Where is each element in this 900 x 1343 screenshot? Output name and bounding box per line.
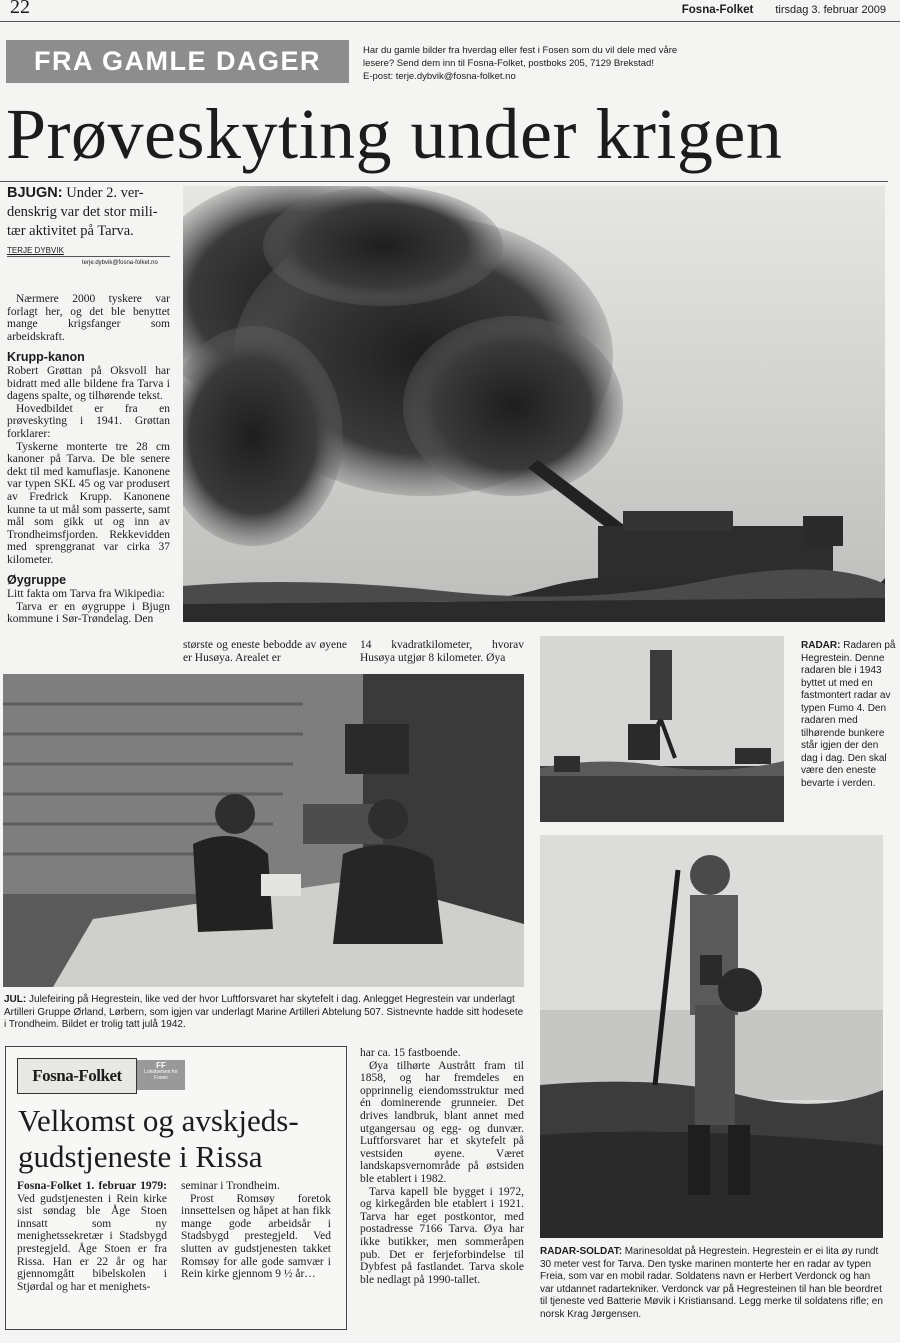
issue-date: tirsdag 3. februar 2009 [775, 4, 886, 16]
fosna-folket-logo [17, 1058, 185, 1092]
article-column-4 [360, 1047, 524, 1286]
paragraph: Tarva kapell ble bygget i 1972, og kirkegården ble etablert i 1921. Tarva har eget postkontor, med postadresse 7166 Tarva. Øya har ikke butikker, men sommeråpen pub. Det er ferjeforbindelse til Dybfest på fastlandet. Tarva skole ble nedlagt på 1990-tallet. [360, 1185, 524, 1286]
logo-side-text: Lokalavisen for Fosen [144, 1069, 178, 1081]
radar-photo-graphic [540, 636, 784, 822]
lead-text: Under 2. ver- [62, 185, 144, 201]
paragraph: har ca. 15 fastboende. [360, 1047, 461, 1059]
radar-photo [540, 636, 784, 822]
intro-line: lesere? Send dem inn til Fosna-Folket, postboks 205, 7129 Brekstad! [363, 58, 654, 69]
headline-line: Velkomst og avskjeds- [18, 1103, 299, 1138]
article-column-2 [183, 639, 347, 664]
soldier-caption [540, 1246, 885, 1321]
christmas-caption [4, 994, 524, 1032]
intro-line: E-post: terje.dybvik@fosna-folket.no [363, 71, 516, 82]
boxed-byline: Fosna-Folket 1. februar 1979: [17, 1180, 167, 1192]
paragraph: Ved gudstjenesten i Rein kirke sist søndag ble Åge Stoen innsatt som ny menighetssekretær i Stadsbygd prestegjeld. Åge Stoen er fra Rissa. Han er 22 år og har gjennomgått bibelskolen i Stjørdal og har et menighets- [17, 1192, 167, 1293]
paragraph: største og eneste bebodde av øyene er Husøya. Arealet er [183, 639, 347, 664]
byline-rule [7, 256, 170, 257]
article-lead [7, 184, 172, 241]
header-rule [0, 21, 900, 22]
paragraph: Tarva er en øygruppe i Bjugn kommune i Sør-Trøndelag. Den [7, 600, 170, 626]
article-column-3 [360, 639, 524, 664]
paragraph: 14 kvadratkilometer, hvorav Husøya utgjør 8 kilometer. Øya [360, 639, 524, 664]
paragraph: Tyskerne monterte tre 28 cm kanoner på Tarva. De ble senere dekt til med kamuflasje. Kanonene var typen SKL 45 og var produsert av Fredrick Krupp. Kanonene kunne ta ut mål som passerte, samt mål som gikk ut og inn av Trondheimsfjorden. Rekkevidden med sprenggranat var cirka 37 kilometer. [7, 440, 170, 566]
radar-caption [801, 640, 896, 790]
byline: TERJE DYBVIK [7, 246, 64, 255]
paragraph: Prost Romsøy foretok innsettelsen og håpet at han fikk mange gode arbeidsår i Stadsbygd prestegjeld. Ved slutten av gudstjenesten takket Romsøy for alle gode samvær i Rein kirke gjennom 9 ½ år… [181, 1192, 331, 1281]
paragraph: Robert Grøttan på Oksvoll har bidratt med alle bildene fra Tarva i dagens spalte, og tilhørende tekst. [7, 364, 170, 403]
christmas-celebration-photo [3, 674, 524, 987]
paragraph: Nærmere 2000 tyskere var forlagt her, og det ble benyttet mange krigsfanger som arbeidskraft. [7, 293, 170, 343]
article-headline: Prøveskyting under krigen [6, 94, 783, 174]
article-column-1 [7, 293, 170, 626]
caption-text: Julefeiring på Hegrestein, like ved der hvor Luftforsvaret har skytefelt i dag. Anlegget Hegrestein var underlagt Artilleri Gruppe Ørland, Lørbern, som igjen var underlagt Marine Artilleri Abtelung 507. Sistnevnte hadde sitt hodesete i Trondheim. Bildet er trolig tatt julå 1942. [4, 994, 524, 1030]
section-intro [363, 44, 693, 83]
caption-label: JUL: [4, 994, 27, 1005]
boxed-headline [18, 1103, 343, 1175]
christmas-photo-graphic [3, 674, 524, 987]
paper-name: Fosna-Folket [681, 4, 754, 16]
caption-label: RADAR-SOLDAT: [540, 1246, 623, 1257]
lead-text: tær aktivitet på Tarva. [7, 223, 134, 239]
section-title: FRA GAMLE DAGER [34, 46, 321, 76]
paragraph: Hovedbildet er fra en prøveskyting i 1941. Grøttan forklarer: [7, 402, 170, 440]
boxed-column-1 [17, 1180, 167, 1293]
caption-label: RADAR: [801, 640, 841, 651]
caption-text: Marinesoldat på Hegrestein. Hegrestein er ei lita øy rundt 30 meter vest for Tarva. Den tyske marinen monterte her en radar av typen Freia, som var en mobil radar. Soldatens navn er Herbert Verdonck og han var utdannet radartekniker. Verdonck var på Hegresteinen til han ble beordret til tjeneste ved Batterie Møvik i Kristiansand. Legg merke til soldatens rifle; en norsk Krag Jørgensen. [540, 1246, 883, 1320]
headline-rule [0, 181, 888, 182]
logo-side-mark: FF [156, 1061, 166, 1070]
paragraph: seminar i Trondheim. [181, 1180, 280, 1192]
section-banner [6, 40, 349, 83]
cannon-photo-graphic [183, 186, 885, 622]
soldier-photo-graphic [540, 835, 883, 1238]
page-number: 22 [10, 0, 30, 18]
subhead: Øygruppe [7, 573, 67, 588]
radar-soldier-photo [540, 835, 883, 1238]
intro-line: Har du gamle bilder fra hverdag eller fest i Fosen som du vil dele med våre [363, 45, 678, 56]
masthead [682, 4, 886, 16]
boxed-column-2 [181, 1180, 331, 1281]
headline-line: gudstjeneste i Rissa [18, 1139, 263, 1174]
logo-text: Fosna-Folket [32, 1066, 122, 1085]
cannon-test-firing-photo [183, 186, 885, 622]
caption-text: Radaren på Hegrestein. Denne radaren ble i 1943 byttet ut med en fastmontert radar av typen Fumo 4. Den radaren med tilhørende bunkere står igjen der den dag i dag. Den skal være den eneste bevarte i verden. [801, 640, 896, 789]
paragraph: Litt fakta om Tarva fra Wikipedia: [7, 588, 165, 601]
subhead: Krupp-kanon [7, 350, 85, 365]
author-email[interactable]: terje.dybvik@fosna-folket.no [82, 260, 158, 266]
lead-place: BJUGN: [7, 185, 63, 201]
lead-text: denskrig var det stor mili- [7, 204, 158, 220]
paragraph: Øya tilhørte Austrått fram til 1858, og har fremdeles en opprinnelig eiendomsstruktur med én dominerende grunneier. Det drives landbruk, blant annet med utgangersau og egg- og dunvær. Luftforsvaret har et skytefelt på vestsiden øyene. Været landskapsvernområde på østsiden ble etablert i 1982. [360, 1059, 524, 1185]
